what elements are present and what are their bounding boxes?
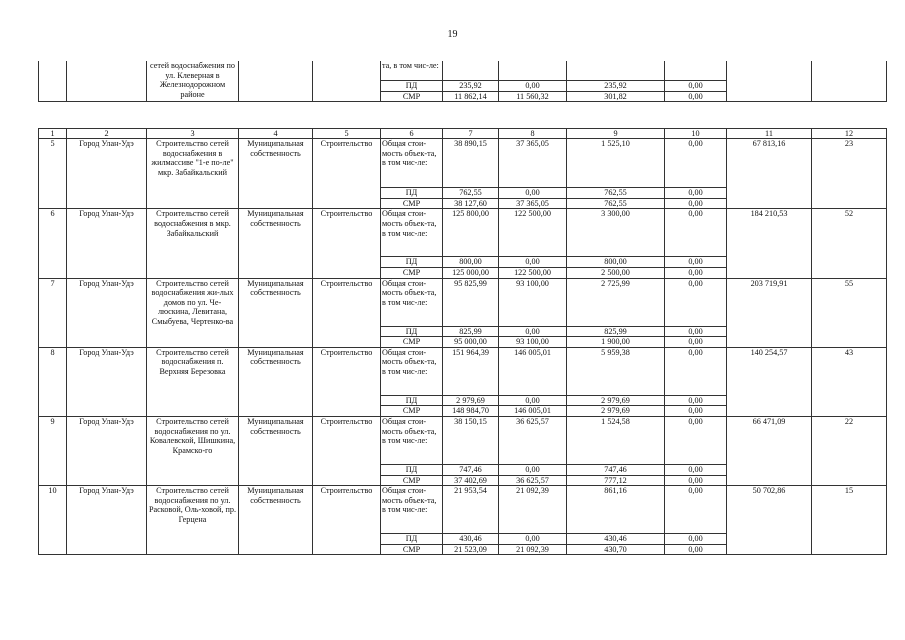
cell-c8: 36 625,57 xyxy=(499,416,567,464)
cell-c9: 861,16 xyxy=(567,486,665,534)
cell-c7: 11 862,14 xyxy=(443,91,499,102)
indicator-cell: Общая стои-мость объек-та, в том чис-ле: xyxy=(381,416,443,464)
cell-c9: 1 524,58 xyxy=(567,416,665,464)
continuation-row xyxy=(39,61,887,81)
col-header: 10 xyxy=(665,129,727,139)
cell-c8: 21 092,39 xyxy=(499,486,567,534)
project-name: Строительство сетей водоснабжения п. Верхняя Березовка xyxy=(147,347,239,416)
smr-label: СМР xyxy=(381,337,443,348)
cell-c7: 125 000,00 xyxy=(443,267,499,278)
cell-c7: 762,55 xyxy=(443,188,499,199)
cell-c10: 0,00 xyxy=(665,347,727,395)
cell-c9: 3 300,00 xyxy=(567,209,665,257)
cell-c10: 0,00 xyxy=(665,486,727,534)
column-number-header xyxy=(39,129,887,139)
cell-c9: 747,46 xyxy=(567,464,665,475)
cell-c7: 21 523,09 xyxy=(443,544,499,555)
cell-c11: 50 702,86 xyxy=(727,486,812,555)
city-cell: Город Улан-Удэ xyxy=(67,278,147,347)
smr-label: СМР xyxy=(381,544,443,555)
cell-c11: 184 210,53 xyxy=(727,209,812,278)
cell-c11: 66 471,09 xyxy=(727,416,812,485)
row-number: 8 xyxy=(39,347,67,416)
cell-c10: 0,00 xyxy=(665,416,727,464)
table-row xyxy=(39,347,887,395)
project-name: Строительство сетей водоснабжения по ул. Ковалевской, Шишкина, Крамско-го xyxy=(147,416,239,485)
continuation-name: сетей водоснабжения по ул. Клеверная в Железнодорожном районе xyxy=(147,61,239,102)
cell-c8: 0,00 xyxy=(499,81,567,92)
cell-c7: 38 127,60 xyxy=(443,198,499,209)
cell-c8: 0,00 xyxy=(499,464,567,475)
cell-c8: 93 100,00 xyxy=(499,337,567,348)
work-type-cell: Строительство xyxy=(313,416,381,485)
ownership-cell: Муниципальная собственность xyxy=(239,139,313,209)
ownership-cell: Муниципальная собственность xyxy=(239,278,313,347)
ownership-cell: Муниципальная собственность xyxy=(239,209,313,278)
cell-c12: 43 xyxy=(812,347,887,416)
ownership-cell: Муниципальная собственность xyxy=(239,416,313,485)
col-header: 6 xyxy=(381,129,443,139)
cell-c10: 0,00 xyxy=(665,406,727,417)
cell-c10: 0,00 xyxy=(665,198,727,209)
smr-label: СМР xyxy=(381,406,443,417)
cell-c10: 0,00 xyxy=(665,139,727,188)
investment-table xyxy=(38,61,887,555)
col-header: 12 xyxy=(812,129,887,139)
pd-label: ПД xyxy=(381,464,443,475)
table-row xyxy=(39,486,887,534)
cell-c7: 151 964,39 xyxy=(443,347,499,395)
work-type-cell: Строительство xyxy=(313,139,381,209)
work-type-cell: Строительство xyxy=(313,486,381,555)
cell-c7: 21 953,54 xyxy=(443,486,499,534)
pd-label: ПД xyxy=(381,257,443,268)
cell-c9: 777,12 xyxy=(567,475,665,486)
row-number: 9 xyxy=(39,416,67,485)
cell-c10: 0,00 xyxy=(665,267,727,278)
cell-c9: 762,55 xyxy=(567,198,665,209)
city-cell: Город Улан-Удэ xyxy=(67,209,147,278)
cell-c10: 0,00 xyxy=(665,395,727,406)
pd-label: ПД xyxy=(381,326,443,337)
pd-label: ПД xyxy=(381,188,443,199)
pd-label: ПД xyxy=(381,81,443,92)
cell-c10: 0,00 xyxy=(665,91,727,102)
cell-c7: 800,00 xyxy=(443,257,499,268)
page-number: 19 xyxy=(447,29,458,40)
table-row xyxy=(39,139,887,188)
project-name: Строительство сетей водоснабжения по ул. Расковой, Оль-ховой, пр. Герцена xyxy=(147,486,239,555)
cell-c10: 0,00 xyxy=(665,534,727,545)
cell-c8: 93 100,00 xyxy=(499,278,567,326)
cell-c7: 38 890,15 xyxy=(443,139,499,188)
cell-c10: 0,00 xyxy=(665,188,727,199)
cell-c7: 38 150,15 xyxy=(443,416,499,464)
cell-c8: 0,00 xyxy=(499,326,567,337)
cell-c12: 55 xyxy=(812,278,887,347)
cell-c8: 0,00 xyxy=(499,534,567,545)
col-header: 1 xyxy=(39,129,67,139)
cell-c8: 0,00 xyxy=(499,257,567,268)
cell-c12: 52 xyxy=(812,209,887,278)
cell-c10: 0,00 xyxy=(665,326,727,337)
cell-c8: 146 005,01 xyxy=(499,347,567,395)
work-type-cell: Строительство xyxy=(313,278,381,347)
row-number: 5 xyxy=(39,139,67,209)
cell-c11: 203 719,91 xyxy=(727,278,812,347)
cell-c7: 125 800,00 xyxy=(443,209,499,257)
cell-c8: 21 092,39 xyxy=(499,544,567,555)
cell-c8: 0,00 xyxy=(499,395,567,406)
cell-c7: 747,46 xyxy=(443,464,499,475)
cell-c7: 95 825,99 xyxy=(443,278,499,326)
cell-c9: 2 500,00 xyxy=(567,267,665,278)
indicator-cell: Общая стои-мость объек-та, в том чис-ле: xyxy=(381,209,443,257)
table-row xyxy=(39,209,887,257)
work-type-cell: Строительство xyxy=(313,347,381,416)
col-header: 7 xyxy=(443,129,499,139)
cell-c12: 15 xyxy=(812,486,887,555)
indicator-cell: Общая стои-мость объек-та, в том чис-ле: xyxy=(381,139,443,188)
row-number: 10 xyxy=(39,486,67,555)
cell-c8: 37 365,05 xyxy=(499,198,567,209)
cell-c9: 430,46 xyxy=(567,534,665,545)
project-name: Строительство сетей водоснабжения в жилмассиве "1-е по-ле" мкр. Забайкальский xyxy=(147,139,239,209)
cell-c9: 825,99 xyxy=(567,326,665,337)
pd-label: ПД xyxy=(381,395,443,406)
row-number: 7 xyxy=(39,278,67,347)
cell-c9: 762,55 xyxy=(567,188,665,199)
continuation-indicator: та, в том чис-ле: xyxy=(381,61,443,81)
cell-c7: 825,99 xyxy=(443,326,499,337)
table-row xyxy=(39,278,887,326)
smr-label: СМР xyxy=(381,91,443,102)
cell-c10: 0,00 xyxy=(665,81,727,92)
cell-c9: 2 979,69 xyxy=(567,395,665,406)
city-cell: Город Улан-Удэ xyxy=(67,416,147,485)
col-header: 3 xyxy=(147,129,239,139)
work-type-cell: Строительство xyxy=(313,209,381,278)
city-cell: Город Улан-Удэ xyxy=(67,139,147,209)
cell-c9: 2 979,69 xyxy=(567,406,665,417)
cell-c8: 122 500,00 xyxy=(499,267,567,278)
cell-c8: 122 500,00 xyxy=(499,209,567,257)
cell-c9: 301,82 xyxy=(567,91,665,102)
cell-c12: 23 xyxy=(812,139,887,209)
cell-c11: 140 254,57 xyxy=(727,347,812,416)
cell-c7: 235,92 xyxy=(443,81,499,92)
cell-c10: 0,00 xyxy=(665,544,727,555)
cell-c8: 0,00 xyxy=(499,188,567,199)
cell-c7: 430,46 xyxy=(443,534,499,545)
cell-c8: 36 625,57 xyxy=(499,475,567,486)
row-number: 6 xyxy=(39,209,67,278)
project-name: Строительство сетей водоснабжения жи-лых домов по ул. Че-люскина, Левитана, Смыбуева, Чертенко-ва xyxy=(147,278,239,347)
indicator-cell: Общая стои-мость объек-та, в том чис-ле: xyxy=(381,278,443,326)
cell-c9: 2 725,99 xyxy=(567,278,665,326)
cell-c8: 146 005,01 xyxy=(499,406,567,417)
smr-label: СМР xyxy=(381,198,443,209)
pd-label: ПД xyxy=(381,534,443,545)
cell-c11: 67 813,16 xyxy=(727,139,812,209)
cell-c9: 5 959,38 xyxy=(567,347,665,395)
ownership-cell: Муниципальная собственность xyxy=(239,347,313,416)
cell-c9: 800,00 xyxy=(567,257,665,268)
page-gap xyxy=(39,102,887,129)
cell-c7: 37 402,69 xyxy=(443,475,499,486)
indicator-cell: Общая стои-мость объек-та, в том чис-ле: xyxy=(381,486,443,534)
cell-c8: 37 365,05 xyxy=(499,139,567,188)
table-row xyxy=(39,416,887,464)
cell-c10: 0,00 xyxy=(665,337,727,348)
city-cell: Город Улан-Удэ xyxy=(67,347,147,416)
cell-c9: 235,92 xyxy=(567,81,665,92)
col-header: 4 xyxy=(239,129,313,139)
project-name: Строительство сетей водоснабжения в мкр. Забайкальский xyxy=(147,209,239,278)
smr-label: СМР xyxy=(381,475,443,486)
cell-c8: 11 560,32 xyxy=(499,91,567,102)
city-cell: Город Улан-Удэ xyxy=(67,486,147,555)
col-header: 5 xyxy=(313,129,381,139)
cell-c7: 2 979,69 xyxy=(443,395,499,406)
cell-c9: 1 900,00 xyxy=(567,337,665,348)
col-header: 11 xyxy=(727,129,812,139)
smr-label: СМР xyxy=(381,267,443,278)
cell-c10: 0,00 xyxy=(665,278,727,326)
cell-c9: 430,70 xyxy=(567,544,665,555)
cell-c10: 0,00 xyxy=(665,464,727,475)
cell-c7: 148 984,70 xyxy=(443,406,499,417)
cell-c9: 1 525,10 xyxy=(567,139,665,188)
indicator-cell: Общая стои-мость объек-та, в том чис-ле: xyxy=(381,347,443,395)
cell-c10: 0,00 xyxy=(665,209,727,257)
cell-c7: 95 000,00 xyxy=(443,337,499,348)
col-header: 2 xyxy=(67,129,147,139)
cell-c12: 22 xyxy=(812,416,887,485)
cell-c10: 0,00 xyxy=(665,257,727,268)
col-header: 8 xyxy=(499,129,567,139)
col-header: 9 xyxy=(567,129,665,139)
ownership-cell: Муниципальная собственность xyxy=(239,486,313,555)
cell-c10: 0,00 xyxy=(665,475,727,486)
